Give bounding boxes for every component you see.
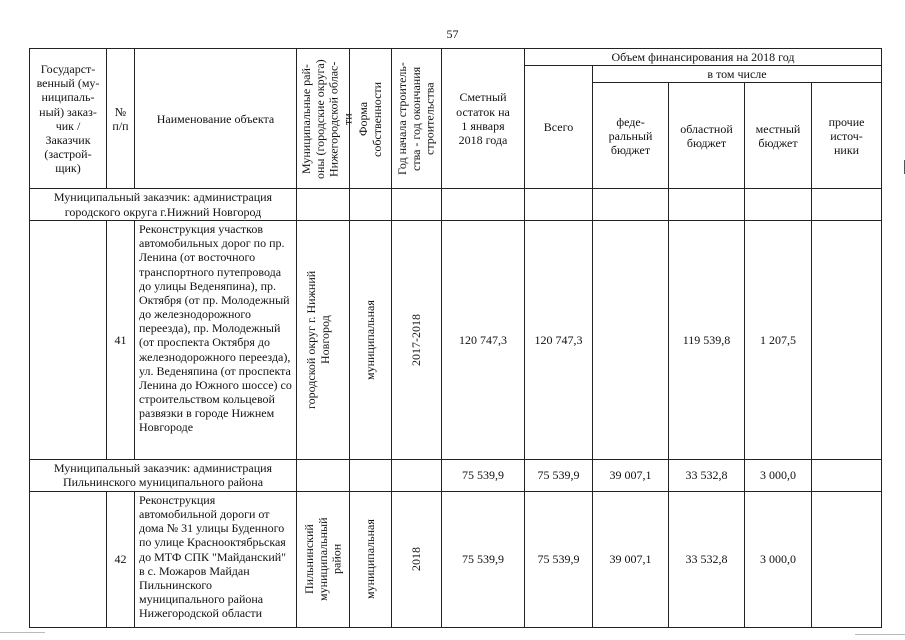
header-balance (442, 49, 525, 189)
section-other (812, 189, 882, 221)
local-cell: 1 207,5 (745, 221, 812, 460)
customer-cell (30, 491, 107, 627)
row-number: 42 (107, 491, 135, 627)
section-cell (392, 189, 442, 221)
header-regional (669, 83, 745, 189)
header-federal-text: феде- ральный бюджет (608, 114, 653, 157)
header-including: в том числе (593, 66, 882, 83)
district-text: Пильнинский муниципальный район (302, 517, 344, 602)
header-years (392, 49, 442, 189)
district-cell (297, 221, 350, 460)
total-cell: 120 747,3 (525, 221, 593, 460)
header-years-text: Год начала строитель- ства - год окончания строительства (394, 62, 437, 176)
section-cell (350, 189, 392, 221)
section-regional (669, 189, 745, 221)
regional-cell: 119 539,8 (669, 221, 745, 460)
years-text: 2017-2018 (408, 314, 423, 367)
ownership-cell (350, 221, 392, 460)
row-number: 41 (107, 221, 135, 460)
section-title: Муниципальный заказчик: администрация Пильнинского муниципального района (30, 460, 297, 492)
header-customer-text: Государст- венный (му- ниципаль- ный) заказ- чик / Заказчик (застрой- щик) (36, 62, 100, 176)
section-other (812, 460, 882, 492)
regional-cell: 33 532,8 (669, 491, 745, 627)
other-cell (812, 221, 882, 460)
header-other-text: прочие источ- ники (828, 114, 865, 157)
section-cell (297, 189, 350, 221)
section-federal (593, 189, 669, 221)
header-customer (30, 49, 107, 189)
header-other (812, 83, 882, 189)
table-row (30, 491, 882, 627)
years-cell (392, 491, 442, 627)
header-local (745, 83, 812, 189)
header-ownership (350, 49, 392, 189)
balance-cell: 120 747,3 (442, 221, 525, 460)
section-row (30, 189, 882, 221)
section-total: 75 539,9 (525, 460, 593, 492)
section-cell (297, 460, 350, 492)
customer-cell (30, 221, 107, 460)
header-num-text: № п/п (112, 104, 129, 133)
header-funding-group: Объем финансирования на 2018 год (525, 49, 882, 66)
section-balance (442, 189, 525, 221)
section-local: 3 000,0 (745, 460, 812, 492)
section-balance: 75 539,9 (442, 460, 525, 492)
years-text: 2018 (408, 547, 423, 572)
header-district-text: Муниципальные рай- оны (городские округа) Нижегородской облас- ти (299, 58, 355, 179)
federal-cell: 39 007,1 (593, 491, 669, 627)
local-cell: 3 000,0 (745, 491, 812, 627)
section-cell (350, 460, 392, 492)
header-num (107, 49, 135, 189)
header-regional-text: областной бюджет (680, 121, 733, 150)
header-district (297, 49, 355, 189)
ownership-text: муниципальная (362, 300, 377, 381)
district-cell (297, 491, 350, 627)
object-name: Реконструкция автомобильной дороги от дома № 31 улицы Буденного по улице Краснооктябрьская до МТФ СПК "Майданский" в с. Можаров Майдан Пильнинского муниципального района Нижегородской области (135, 491, 297, 627)
header-name: Наименование объекта (135, 49, 297, 189)
header-row-1 (30, 49, 882, 66)
section-regional: 33 532,8 (669, 460, 745, 492)
header-local-text: местный бюджет (755, 121, 801, 150)
page-number: 57 (446, 27, 459, 41)
scan-edge-line (855, 634, 905, 635)
balance-cell: 75 539,9 (442, 491, 525, 627)
header-federal (593, 83, 669, 189)
header-balance-text: Сметный остаток на 1 января 2018 года (456, 90, 510, 147)
total-cell: 75 539,9 (525, 491, 593, 627)
financing-table (29, 48, 882, 628)
table-row (30, 221, 882, 460)
section-cell (392, 460, 442, 492)
section-local (745, 189, 812, 221)
object-name: Реконструкция участков автомобильных дорог по пр. Ленина (от восточного транспортного путепровода до улицы Веденяпина), пр. Октября (от пр. Молодежный до железнодорожного переезда), пр. Молодежный (от проспекта Октября до железнодорожного переезда), ул. Веденяпина (от проспекта Ленина до Южного шоссе) со строительством кольцевой развязки в городе Нижнем Новгороде (135, 221, 297, 460)
section-row (30, 460, 882, 492)
district-text: городской округ г. Нижний Новгород (304, 271, 332, 410)
federal-cell (593, 221, 669, 460)
header-total: Всего (525, 66, 593, 189)
years-cell (392, 221, 442, 460)
section-federal: 39 007,1 (593, 460, 669, 492)
header-ownership-text: Форма собственности (355, 81, 384, 157)
other-cell (812, 491, 882, 627)
ownership-cell (350, 491, 392, 627)
scan-edge-line (0, 632, 45, 633)
ownership-text: муниципальная (362, 519, 377, 600)
section-title: Муниципальный заказчик: администрация городского округа г.Нижний Новгород (30, 189, 297, 221)
section-total (525, 189, 593, 221)
